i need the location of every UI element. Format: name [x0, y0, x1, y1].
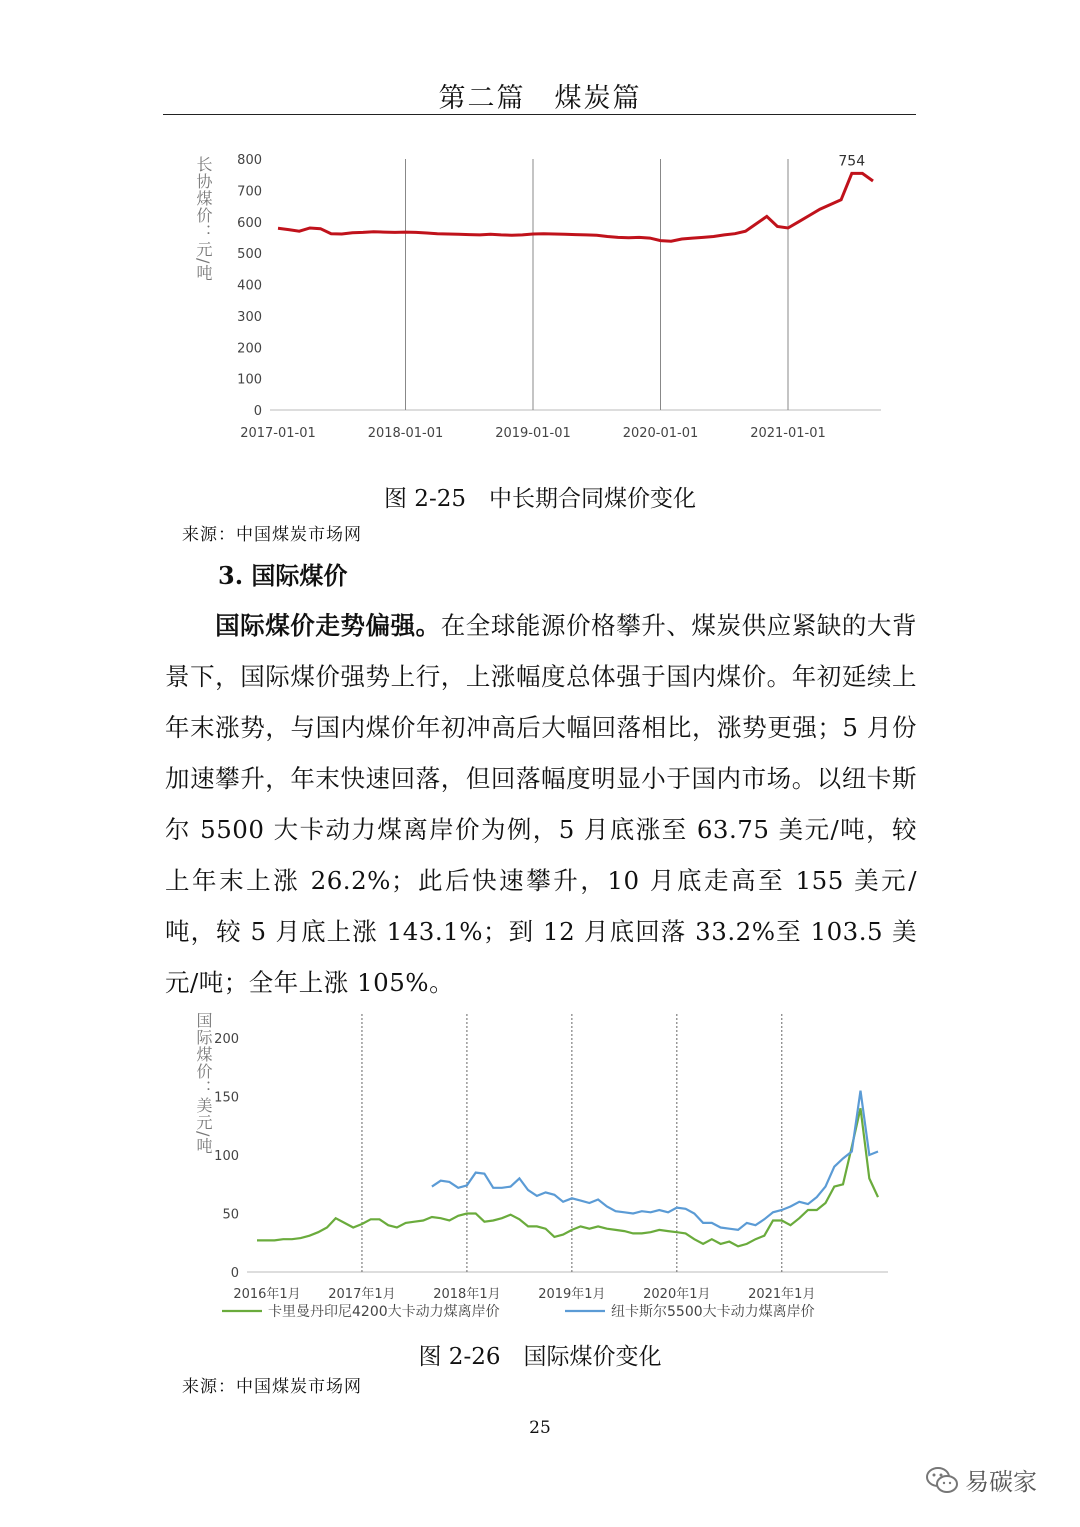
- chart2-x-tick-label: 2018年1月: [433, 1287, 501, 1302]
- brand-name: 易碳家: [965, 1468, 1037, 1496]
- figure1-caption: 图 2-25 中长期合同煤价变化: [384, 486, 696, 512]
- chart1-y-tick-label: 800: [237, 153, 262, 168]
- figure2-source: 来源：中国煤炭市场网: [182, 1377, 362, 1397]
- chart2-y-tick-label: 0: [230, 1266, 239, 1281]
- brand-watermark: [925, 1462, 1037, 1497]
- chart1-y-tick-label: 100: [237, 372, 262, 388]
- figure1-source: 来源：中国煤炭市场网: [182, 525, 362, 545]
- chart1-x-tick-label: 2019-01-01: [495, 426, 571, 441]
- body-paragraph: [165, 600, 917, 1008]
- chart2-y-tick-label: 200: [214, 1032, 239, 1047]
- chart2-y-tick-label: 150: [214, 1090, 239, 1106]
- chart1-y-tick-label: 700: [237, 184, 262, 200]
- body-lead-sentence: 国际煤价走势偏强。: [215, 611, 441, 640]
- wechat-icon: [925, 1466, 959, 1494]
- section-heading: 3. 国际煤价: [218, 561, 348, 590]
- chart2-x-tick-label: 2019年1月: [538, 1287, 606, 1302]
- international-coal-price-chart: [210, 1008, 910, 1328]
- chart2-legend-label: 纽卡斯尔5500大卡动力煤离岸价: [611, 1304, 815, 1320]
- chart1-x-tick-label: 2021-01-01: [750, 426, 826, 441]
- chart2-y-tick-label: 50: [222, 1207, 239, 1223]
- chart2-legend-label: 卡里曼丹印尼4200大卡动力煤离岸价: [268, 1304, 500, 1320]
- figure2-caption: 图 2-26 国际煤价变化: [418, 1344, 662, 1370]
- chart2-x-tick-label: 2020年1月: [643, 1287, 711, 1302]
- chart1-series-line: [278, 173, 873, 241]
- chart2-x-tick-label: 2017年1月: [328, 1287, 396, 1302]
- chart1-y-tick-label: 200: [237, 341, 262, 357]
- body-text-content: 在全球能源价格攀升、煤炭供应紧缺的大背景下，国际煤价强势上行，上涨幅度总体强于国内煤价。年初延续上年末涨势，与国内煤价年初冲高后大幅回落相比，涨势更强；5 月份加速攀升，年末快速回落，但回落幅度明显小于国内市场。以纽卡斯尔 5500 大卡动力煤离岸价为例，5 月底涨至 63.75 美元/吨，较上年末上涨 26.2%；此后快速攀升，10 月底走高至 155 美元/吨，较 5 月底上涨 143.1%；到 12 月底回落 33.2%至 103.5 美元/吨；全年上涨 105%。: [165, 611, 918, 997]
- chart1-x-tick-label: 2017-01-01: [240, 426, 316, 441]
- chart2-x-tick-label: 2016年1月: [233, 1287, 301, 1302]
- chart2-series-indonesia-line: [257, 1108, 878, 1246]
- chart1-y-tick-label: 300: [237, 309, 262, 325]
- chart1-peak-annotation: 754: [838, 153, 866, 170]
- chart2-y-tick-label: 100: [214, 1149, 239, 1164]
- page-header-title: 第二篇 煤炭篇: [438, 83, 642, 114]
- chart2-x-tick-label: 2021年1月: [748, 1287, 816, 1302]
- chart1-y-axis-label: 长协煤价：元/吨: [194, 156, 213, 282]
- chart1-y-tick-label: 500: [237, 247, 262, 263]
- header-divider: [163, 114, 916, 115]
- long-term-contract-price-chart: [215, 140, 915, 450]
- chart1-y-tick-label: 400: [237, 278, 262, 294]
- chart1-x-tick-label: 2020-01-01: [622, 426, 699, 441]
- chart2-y-axis-label: 国际煤价：美元/吨: [194, 1012, 213, 1155]
- page-number: 25: [529, 1418, 551, 1438]
- chart1-y-tick-label: 600: [237, 215, 262, 231]
- chart1-y-tick-label: 0: [253, 404, 262, 419]
- chart1-x-tick-label: 2018-01-01: [367, 426, 444, 441]
